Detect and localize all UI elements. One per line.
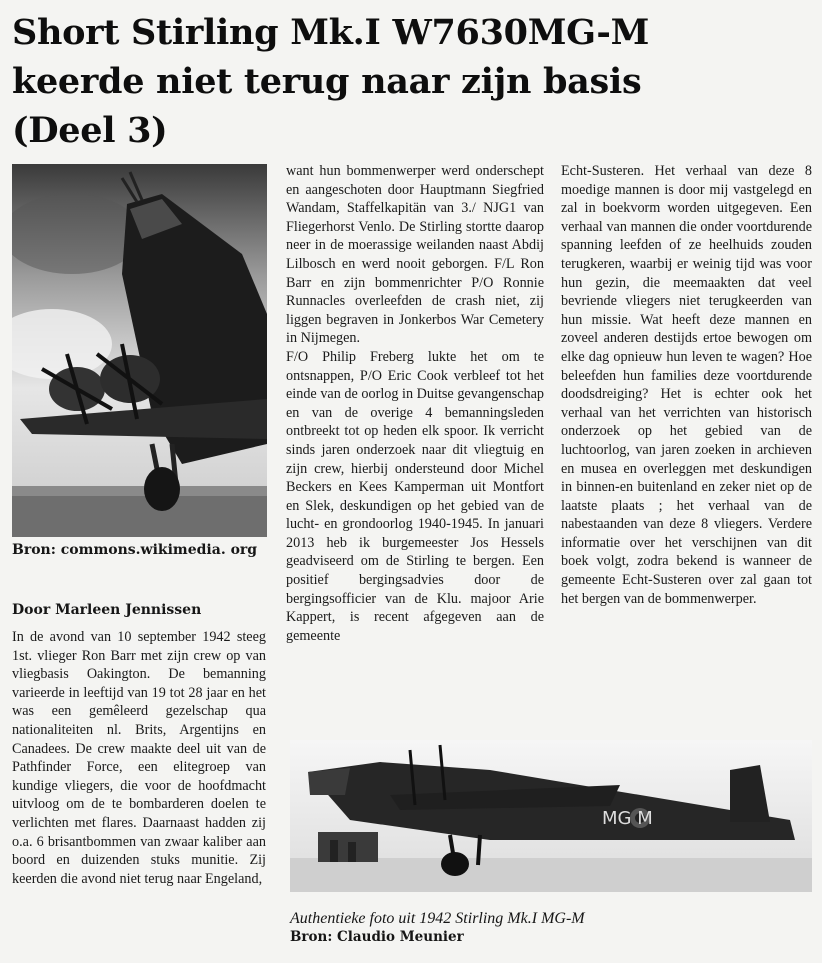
- headline-line-2: keerde niet terug naar zijn basis: [12, 61, 642, 102]
- column-3-text: Echt-Susteren. Het verhaal van deze 8 moedige mannen is door mij vastgelegd en zal in boekvorm worden uitgegeven. Een verhaal van mannen die onder voortdurende spanning leefden of ze heelhuids zouden terugkeren, waarbij er weinig tijd was voor hun gezin, die meemaakten dat veel bevriende vliegers niet terugkeerden van hun missie. Wat heeft deze mannen en zoveel anderen destijds ertoe bewogen om elke dag opnieuw hun leven te wagen? Hoe beleefden hun families deze voortdurende doodsdreiging? Het is echter ook het verhaal van het verrichten van historisch onderzoek op het gebied van de luchtoorlog, van jaren zoeken in archieven en musea en overleggen met deskundigen in binnen-en buitenland en zeker niet op de laatste plaats ; het verhaal van de nabestaanden van deze 8 vliegers. Verdere informatie over het verschijnen van dit boek volgt, zodra bekend is wanneer de gemeente Echt-Susteren over zal gaan tot het bergen van de bommenwerper.: [561, 163, 812, 607]
- stirling-nose-photo: [12, 164, 267, 537]
- fuselage-code-marking: MG M: [602, 808, 653, 829]
- article-author: Door Marleen Jennissen: [12, 602, 202, 618]
- column-2: [286, 162, 544, 645]
- photo2-caption: Authentieke foto uit 1942 Stirling Mk.I MG-M: [290, 910, 585, 927]
- column-3: [561, 162, 812, 608]
- column-2-paragraph-2: F/O Philip Freberg lukte het om te ontsnappen, P/O Eric Cook verbleef tot het einde van de oorlog in Duitse gevangenschap en van de overige 4 bemanningsleden ontbreekt tot op heden elk spoor. Ik verricht sinds jaren onderzoek naar dit vliegtuig en zijn crew, hierbij ondersteund door Michel Beckers en Kees Kamperman uit Montfort en Slek, deskundigen op het gebied van de lucht- en grondoorlog 1940-1945. In januari 2013 heb ik burgemeester Jos Hessels geadviseerd om de Stirling te bergen. Een positief bergingsadvies door de bergingsofficier van de Klu. majoor Arie Kappert, is recent afgegeven aan de gemeente: [286, 348, 544, 644]
- headline-line-3: (Deel 3): [12, 110, 168, 151]
- stirling-side-photo: [290, 740, 812, 892]
- column-2-paragraph-1: want hun bommenwerper werd onderschept en aangeschoten door Hauptmann Siegfried Wandam, Staffelkapitän van 3./ NJG1 van Fliegerhorst Venlo. De Stirling stortte daarop neer in de moerassige weilanden naast Abdij Lilbosch en werd nooit geborgen. F/L Ron Barr en zijn bommenrichter P/O Ronnie Runnacles overleefden de crash niet, zij liggen begraven in Jonkerbos War Cemetery in Nijmegen.: [286, 163, 544, 347]
- headline-line-1: Short Stirling Mk.I W7630MG-M: [12, 12, 650, 53]
- column-1-text: In de avond van 10 september 1942 steeg 1st. vlieger Ron Barr met zijn crew op van vliegbasis Oakington. De bemanning varieerde in leeftijd van 19 tot 28 jaar en het was een gemêleerd gezelschap qua nationaliteiten nl. Brits, Argentijns en Canadees. De crew maakte deel uit van de Pathfinder Force, een elitegroep van kundige vliegers, die voor de hoofdmacht uitvloog om de te bombarderen doelen te verlichten met flares. Daarnaast hadden zij o.a. 6 brisantbommen van zwaar kaliber aan boord en duizenden stuks munitie. Zij keerden die avond niet terug naar Engeland,: [12, 629, 266, 887]
- column-1: [12, 628, 266, 888]
- photo1-credit: Bron: commons.wikimedia. org: [12, 542, 258, 558]
- photo2-credit: Bron: Claudio Meunier: [290, 929, 464, 945]
- article-headline: [12, 8, 812, 155]
